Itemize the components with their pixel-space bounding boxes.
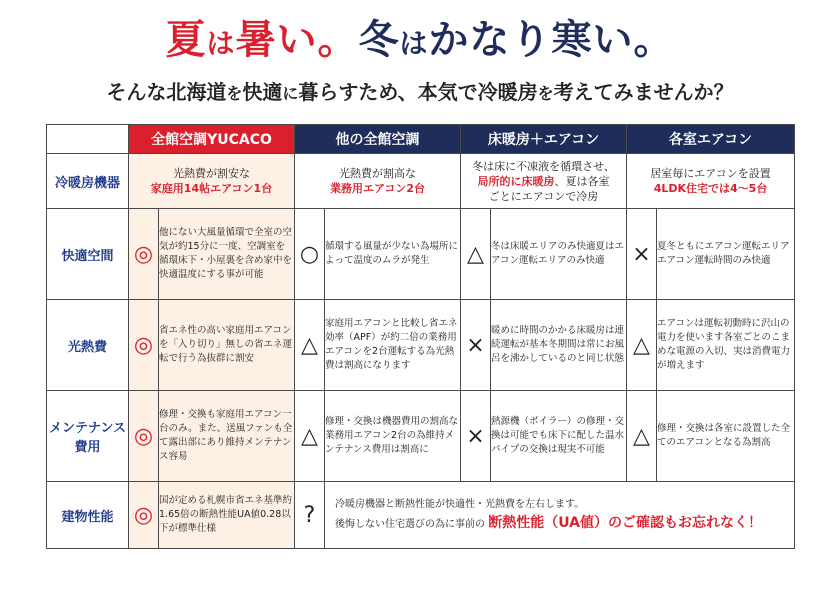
triangle-mark: △	[295, 391, 325, 482]
maint-other: 修理・交換は機器費用の割高な業務用エアコン2台の為維持メンテナンス費用は割高に	[325, 391, 461, 482]
triangle-mark: △	[461, 209, 491, 300]
sub-a: そんな北海道	[106, 80, 227, 104]
equipment-other-line1: 光熱費が割高な	[339, 167, 417, 180]
cross-mark: ×	[461, 300, 491, 391]
maint-floor: 熱源機（ボイラー）の修理・交換は可能でも床下に配した温水パイプの交換は現実不可能	[491, 391, 627, 482]
building-note-emphasis: 断熱性能（UA値）のご確認もお忘れなく！	[488, 515, 762, 531]
row-label-maintenance-a: メンテナンス	[49, 421, 126, 436]
col-header-yucaco: 全館空調YUCACO	[129, 125, 295, 154]
table-corner	[47, 125, 129, 154]
row-maintenance	[47, 391, 795, 482]
headline-particle: は	[206, 27, 236, 60]
comfort-other: 循環する風量が少ない為場所によって温度のムラが発生	[325, 209, 461, 300]
equipment-other	[295, 154, 461, 209]
equipment-other-line2: 業務用エアコン2台	[329, 182, 426, 195]
col-header-floor-heating: 床暖房＋エアコン	[461, 125, 627, 154]
comparison-table	[46, 124, 795, 549]
energy-other: 家庭用エアコンと比較し省エネ効率（APF）が約二倍の業務用エアコンを2台運転する為光熱費は割高になります	[325, 300, 461, 391]
double-circle-mark: ◎	[129, 300, 159, 391]
equipment-yucaco	[129, 154, 295, 209]
headline-winter: 冬	[358, 17, 400, 63]
maint-room: 修理・交換は各室に設置した全てのエアコンとなる為割高	[657, 391, 795, 482]
row-energy	[47, 300, 795, 391]
row-label-energy: 光熱費	[47, 300, 129, 391]
row-comfort	[47, 209, 795, 300]
double-circle-mark: ◎	[129, 482, 159, 549]
sub-f: を	[537, 84, 554, 103]
cross-mark: ×	[461, 391, 491, 482]
energy-floor: 暖めに時間のかかる床暖房は連続運転が基本冬期間は常にお風呂を沸かしているのと同じ状態	[491, 300, 627, 391]
row-label-equipment: 冷暖房機器	[47, 154, 129, 209]
equipment-floor-line2b: 、夏は各室	[554, 174, 610, 188]
building-yucaco: 国が定める札幌市省エネ基準約1.65倍の断熱性能UA値0.28以下が標準仕様	[159, 482, 295, 549]
headline-summer: 夏	[165, 17, 207, 63]
row-label-building: 建物性能	[47, 482, 129, 549]
equipment-floor-line1: 冬は床に不凍液を循環させ、	[472, 159, 615, 173]
sub-c: 快適	[242, 80, 283, 104]
energy-yucaco: 省エネ性の高い家庭用エアコンを「入り切り」無しの省エネ運転で行う為抜群に割安	[159, 300, 295, 391]
row-label-comfort: 快適空間	[47, 209, 129, 300]
sub-g: 考えてみませんか？	[553, 80, 734, 104]
row-equipment	[47, 154, 795, 209]
headline-cold: かなり寒い。	[428, 17, 675, 63]
headline-particle-2: は	[399, 27, 429, 60]
building-note-line2: 後悔しない住宅選びの為に事前の	[335, 519, 486, 530]
comfort-yucaco: 他にない大風量循環で全室の空気が約15分に一度、空調室を循環床下・小屋裏を含め家中を快適温度にする事が可能	[159, 209, 295, 300]
sub-e: 暮らすため、本気で冷暖房	[298, 80, 538, 104]
circle-mark: ○	[295, 209, 325, 300]
subheadline	[0, 78, 840, 108]
equipment-floor	[461, 154, 627, 209]
headline-hot: 暑い。	[235, 17, 359, 63]
sub-b: を	[226, 84, 243, 103]
headline	[0, 14, 840, 70]
energy-room: エアコンは運転初動時に沢山の電力を使います各室ごとのこまめな電源の入切、実は消費電力が増えます	[657, 300, 795, 391]
building-note-line1: 冷暖房機器と断熱性能が快適性・光熱費を左右します。	[335, 499, 585, 510]
building-note	[325, 482, 795, 549]
equipment-yucaco-line1: 光熱費が割安な	[173, 167, 250, 180]
row-building	[47, 482, 795, 549]
equipment-floor-line3: ごとにエアコンで冷房	[488, 189, 599, 203]
double-circle-mark: ◎	[129, 391, 159, 482]
triangle-mark: △	[627, 391, 657, 482]
question-mark: ?	[295, 482, 325, 549]
equipment-floor-line2a: 局所的に床暖房	[477, 174, 555, 188]
triangle-mark: △	[295, 300, 325, 391]
triangle-mark: △	[627, 300, 657, 391]
comfort-floor: 冬は床暖エリアのみ快適夏はエアコン運転エリアのみ快適	[491, 209, 627, 300]
equipment-yucaco-line2: 家庭用14帖エアコン1台	[150, 182, 273, 195]
equipment-room-line2: 4LDK住宅では4～5台	[653, 182, 768, 195]
row-label-maintenance	[47, 391, 129, 482]
equipment-room-line1: 居室毎にエアコンを設置	[650, 167, 771, 180]
cross-mark: ×	[627, 209, 657, 300]
col-header-room-ac: 各室エアコン	[627, 125, 795, 154]
col-header-other-central: 他の全館空調	[295, 125, 461, 154]
double-circle-mark: ◎	[129, 209, 159, 300]
sub-d: に	[282, 84, 299, 103]
maint-yucaco: 修理・交換も家庭用エアコン一台のみ。また、送風ファンも全て露出部にあり維持メンテナンス容易	[159, 391, 295, 482]
comfort-room: 夏冬ともにエアコン運転エリアエアコン運転時間のみ快適	[657, 209, 795, 300]
row-label-maintenance-b: 費用	[74, 440, 101, 455]
equipment-room	[627, 154, 795, 209]
